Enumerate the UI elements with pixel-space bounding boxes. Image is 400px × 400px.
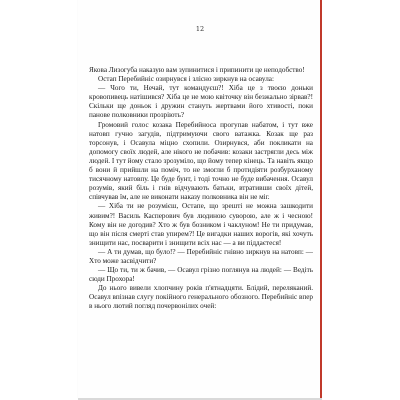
paragraph: Остап Перебийніс озирнувся і злісно зиркнув на осавула:: [98, 75, 274, 84]
paragraph: Якова Лизогуба наказую вам зупинитися і припинити це неподобство!: [89, 66, 305, 74]
paragraph: — Хіба ти не розумієш, Остапе, що зрешті не можна зашкодити живим?! Василь Касперович був людиною суворою, але ж і чесною! Кому він не догодив? Хто ж був бозником і чаклуном! Не ти придумав, що він після смерті став упирем?! Це вигадки наших ворогів, які хочуть знищити нас, посварити і знищити всіх нас — а ви піддаєтеся!: [89, 202, 313, 247]
paragraph: — Що ти, ти ж бачив, — Осавул грізно поглянув на людей: — Ведіть сюди Прохора!: [89, 266, 313, 284]
paragraph: — А ти думав, що було!? — Перебийніс гнівно зиркнув на натовп: — Хто може засвідчити?: [89, 247, 313, 265]
page-number: 12: [195, 25, 205, 33]
paragraph: — Чого ти, Нечай, тут командуєш?! Хіба це з твоєю доньки кровопивець натішився? Хіба це не мою квіточку він безжально зірвав?! Скільки ще доньок і дружин стануть жертвами його хтивості, поки панове полковники прозріють?: [89, 84, 313, 120]
paragraph: До нього вивели хлопчину років п'ятнадцяти. Блідий, переляканий. Осавул впізнав слугу покійного генерального обозного. Перебийніс впер в нього лютий погляд почервонілих очей:: [89, 284, 313, 311]
body-text: [89, 66, 313, 312]
paragraph: Громовий голос козака Перебийноса прогупав набатом, і тут вже натовп гучно загудів, підтримуючи свого ватажка. Козак ще раз торсонув, і Осавула міцно схопили. Озирнувся, аби покликати на допомогу своїх людей, але нікого не побачив: козаки застрягли десь між людей. І тут йому стало зрозуміло, що йому тепер кінець. Та навіть якщо б вони й прийшли на поміч, то не змогли б протидіяти розбурханому тисячному натовпу. Це буде бунт, і тоді точно не буде вибачення. Осавул розумів, який біль і гнів відчувають батьки, втративши своїх дітей, співчував їм, але не виконати наказу полковника він не міг.: [89, 120, 314, 202]
page-edge-red: [320, 0, 322, 398]
